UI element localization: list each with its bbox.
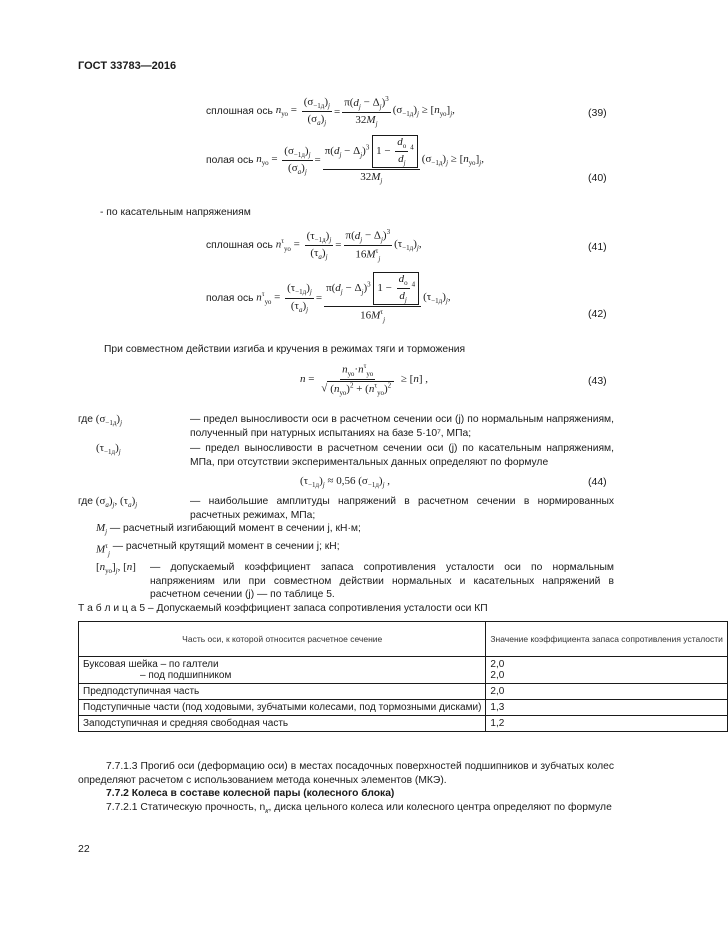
definition-allowable-factor: $[n_{уо}]_j$, [n] — допускаемый коэффициент запаса сопротивления усталости оси по нормальным напряжениям или при совместном действии нормальных и касательных напряжений в расчетном сечении (j) — по таблице 5. <box>96 561 614 601</box>
definition-amplitudes: где $(\sigma_a)_j$, $(\tau_a)_j$ — наибольшие амплитуды напряжений в расчетном сечении в нормированных расчетных режимах, МПа; <box>78 495 614 521</box>
definition-torque: $M^\tau_j$ — расчетный крутящий момент в сечении j; кН; <box>96 540 340 558</box>
definition-tau-limit: $(\tau_{-1д})_j$ — предел выносливости в расчетном сечении оси (j) по касательным напряжениям, МПа, при отсутствии экспериментальных данных определяют по формуле <box>96 442 614 468</box>
page-number: 22 <box>78 843 90 855</box>
equation-44: $(\tau_{-1д})_j \approx 0,56$ $(\sigma_{-1д})_j$ , <box>300 475 391 490</box>
heading-7-7-2: 7.7.2 Колеса в составе колесной пары (колесного блока) <box>106 788 395 799</box>
table-row: Предподступичная часть 2,0 <box>79 684 728 700</box>
equation-40: полая ось $n_{уо}$ = $\frac{(\sigma_{-1д})_j}{(\sigma_a)_j}$ = $\pi(d_j - \Delta_j)^3$ 1 − $\frac{d_о}{d_j}$ $^4$ $32M_j$ $(\sigma_{-1д})_j \ge [n_{уо}]_j$, <box>206 136 484 186</box>
eq41-number: (41) <box>588 241 607 253</box>
table-header-part: Часть оси, к которой относится расчетное сечение <box>79 622 486 657</box>
equation-39: сплошная ось $n_{уо}$ = $\frac{(\sigma_{-1д})_j}{(\sigma_a)_j}$ = $\frac{\pi(d_j - \Delta_j)^3}{32M_j}$ $(\sigma_{-1д})_j \ge [n_{уо}]_j$, <box>206 95 455 129</box>
eq40-number: (40) <box>588 172 607 184</box>
definitions-list-2 <box>78 495 614 602</box>
eq44-number: (44) <box>588 476 607 488</box>
document-header: ГОСТ 33783—2016 <box>78 60 177 72</box>
eq43-number: (43) <box>588 375 607 387</box>
table-row: Заподступичная и средняя свободная часть 1,2 <box>79 716 728 732</box>
table-row: Подступичные части (под ходовыми, зубчатыми колесами, под тормозными дисками) 1,3 <box>79 700 728 716</box>
equation-42: полая ось $n^\tau_{уо}$ = $\frac{(\tau_{-1д})_j}{(\tau_a)_j}$ = $\pi(d_j - \Delta_j)^3$ 1 − $\frac{d_о}{d_j}$ $^4$ $16M^\tau_j$ $(\tau_{-1д})_j$, <box>206 273 451 325</box>
eq42-number: (42) <box>588 308 607 320</box>
table-header-value: Значение коэффициента запаса сопротивления усталости <box>486 622 728 657</box>
eq42-label: полая ось <box>206 292 254 304</box>
eq39-number: (39) <box>588 107 607 119</box>
eq41-label: сплошная ось <box>206 239 273 251</box>
table-caption: Т а б л и ц а 5 – Допускаемый коэффициент запаса сопротивления усталости оси КП <box>78 603 488 614</box>
equation-43: n = $\frac{n_{уо}\cdot n^\tau_{уо}}{√ (n_{уо})^2 + (n^\tau_{уо})^2}$ ≥ [n] , <box>300 362 429 397</box>
definition-sigma-limit: где $(\sigma_{-1д})_j$ — предел выносливости оси в расчетном сечении оси (j) по нормальным напряжениям, полученный при натурных испытаниях на базе 5·10⁷, МПа; <box>78 413 614 439</box>
table-5 <box>78 621 728 732</box>
paragraph-7-7-1-3: 7.7.1.3 Прогиб оси (деформацию оси) в местах посадочных поверхностей подшипников и зубчатых колес определяют расчетом с использованием метода конечных элементов (МКЭ). <box>78 761 614 786</box>
table-row: Буксовая шейка – по галтели – под подшипником 2,0 2,0 <box>79 657 728 684</box>
combined-intro: При совместном действии изгиба и кручения в режимах тяги и торможения <box>104 344 466 355</box>
paragraph-7-7-2-1: 7.7.2.1 Статическую прочность, $n_к$, диска цельного колеса или колесного центра определяют по формуле <box>106 802 612 816</box>
eq39-label: сплошная ось <box>206 106 273 118</box>
equation-41: сплошная ось $n^\tau_{уо}$ = $\frac{(\tau_{-1д})_j}{(\tau_a)_j}$ = $\frac{\pi(d_j - \Delta_j)^3}{16M^\tau_j}$ $(\tau_{-1д})_j$, <box>206 228 422 263</box>
eq40-label: полая ось <box>206 154 254 166</box>
definition-bending-moment: $M_j$ — расчетный изгибающий момент в сечении j, кН·м; <box>96 522 361 537</box>
shear-intro: - по касательным напряжениям <box>100 207 251 218</box>
definitions-list <box>78 413 614 469</box>
